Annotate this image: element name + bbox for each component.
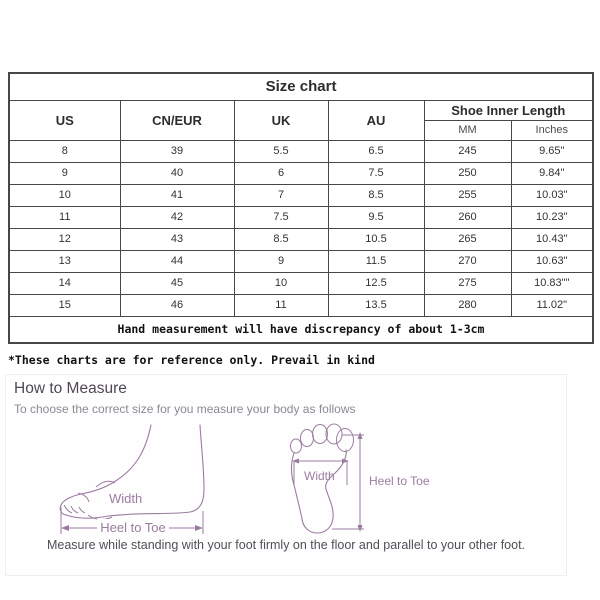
table-cell: 250 [424, 162, 511, 184]
table-cell: 10.23" [511, 206, 593, 228]
table-cell: 41 [120, 184, 234, 206]
foot-side-view-diagram [48, 423, 263, 538]
table-cell: 280 [424, 294, 511, 316]
table-cell: 10.43" [511, 228, 593, 250]
table-cell: 45 [120, 272, 234, 294]
col-header-inner-length: Shoe Inner Length [424, 100, 593, 120]
table-cell: 255 [424, 184, 511, 206]
table-cell: 265 [424, 228, 511, 250]
table-cell: 11 [234, 294, 328, 316]
table-cell: 7.5 [234, 206, 328, 228]
table-cell: 9 [234, 250, 328, 272]
table-cell: 9.84" [511, 162, 593, 184]
table-cell: 13.5 [328, 294, 424, 316]
table-row [9, 140, 593, 162]
table-cell: 13 [9, 250, 120, 272]
table-cell: 9 [9, 162, 120, 184]
how-to-measure-title: How to Measure [14, 380, 127, 397]
table-cell: 8 [9, 140, 120, 162]
table-cell: 9.5 [328, 206, 424, 228]
table-cell: 7 [234, 184, 328, 206]
table-cell: 11.02" [511, 294, 593, 316]
col-header-au: AU [328, 100, 424, 140]
col-header-uk: UK [234, 100, 328, 140]
table-cell: 39 [120, 140, 234, 162]
table-cell: 12 [9, 228, 120, 250]
table-cell: 11 [9, 206, 120, 228]
table-cell: 6 [234, 162, 328, 184]
table-cell: 10.63" [511, 250, 593, 272]
table-cell: 42 [120, 206, 234, 228]
table-cell: 10.83"" [511, 272, 593, 294]
table-title: Size chart [9, 73, 593, 100]
table-header-row [9, 100, 593, 120]
table-cell: 46 [120, 294, 234, 316]
table-cell: 6.5 [328, 140, 424, 162]
table-cell: 8.5 [328, 184, 424, 206]
foot-top-view-diagram [284, 419, 459, 554]
table-cell: 270 [424, 250, 511, 272]
table-cell: 5.5 [234, 140, 328, 162]
table-row [9, 250, 593, 272]
table-cell: 15 [9, 294, 120, 316]
table-cell: 8.5 [234, 228, 328, 250]
table-row [9, 272, 593, 294]
table-cell: 10.03" [511, 184, 593, 206]
table-row [9, 184, 593, 206]
col-header-inches: Inches [511, 120, 593, 140]
table-cell: 43 [120, 228, 234, 250]
how-to-measure-panel [5, 374, 567, 576]
col-header-cneur: CN/EUR [120, 100, 234, 140]
col-header-us: US [9, 100, 120, 140]
table-cell: 245 [424, 140, 511, 162]
table-row [9, 162, 593, 184]
table-cell: 44 [120, 250, 234, 272]
col-header-mm: MM [424, 120, 511, 140]
top-width-label: Width [304, 469, 335, 483]
table-row [9, 206, 593, 228]
side-length-label: Heel to Toe [100, 520, 166, 535]
table-footer-note: Hand measurement will have discrepancy of about 1-3cm [9, 316, 593, 343]
table-cell: 12.5 [328, 272, 424, 294]
table-row [9, 228, 593, 250]
table-footer-row [9, 316, 593, 343]
table-cell: 260 [424, 206, 511, 228]
table-cell: 14 [9, 272, 120, 294]
table-cell: 10 [234, 272, 328, 294]
table-cell: 40 [120, 162, 234, 184]
size-table-body [9, 140, 593, 316]
size-chart-table [8, 72, 594, 344]
reference-note: *These charts are for reference only. Prevail in kind [8, 353, 375, 367]
table-cell: 9.65" [511, 140, 593, 162]
table-cell: 10 [9, 184, 120, 206]
table-title-row [9, 73, 593, 100]
table-cell: 7.5 [328, 162, 424, 184]
table-cell: 11.5 [328, 250, 424, 272]
how-to-measure-subtitle: To choose the correct size for you measure your body as follows [14, 402, 356, 416]
side-width-label: Width [109, 491, 143, 506]
table-cell: 275 [424, 272, 511, 294]
top-length-label: Heel to Toe [369, 474, 430, 488]
measure-caption: Measure while standing with your foot firmly on the floor and parallel to your other foot. [46, 538, 526, 552]
table-cell: 10.5 [328, 228, 424, 250]
table-row [9, 294, 593, 316]
